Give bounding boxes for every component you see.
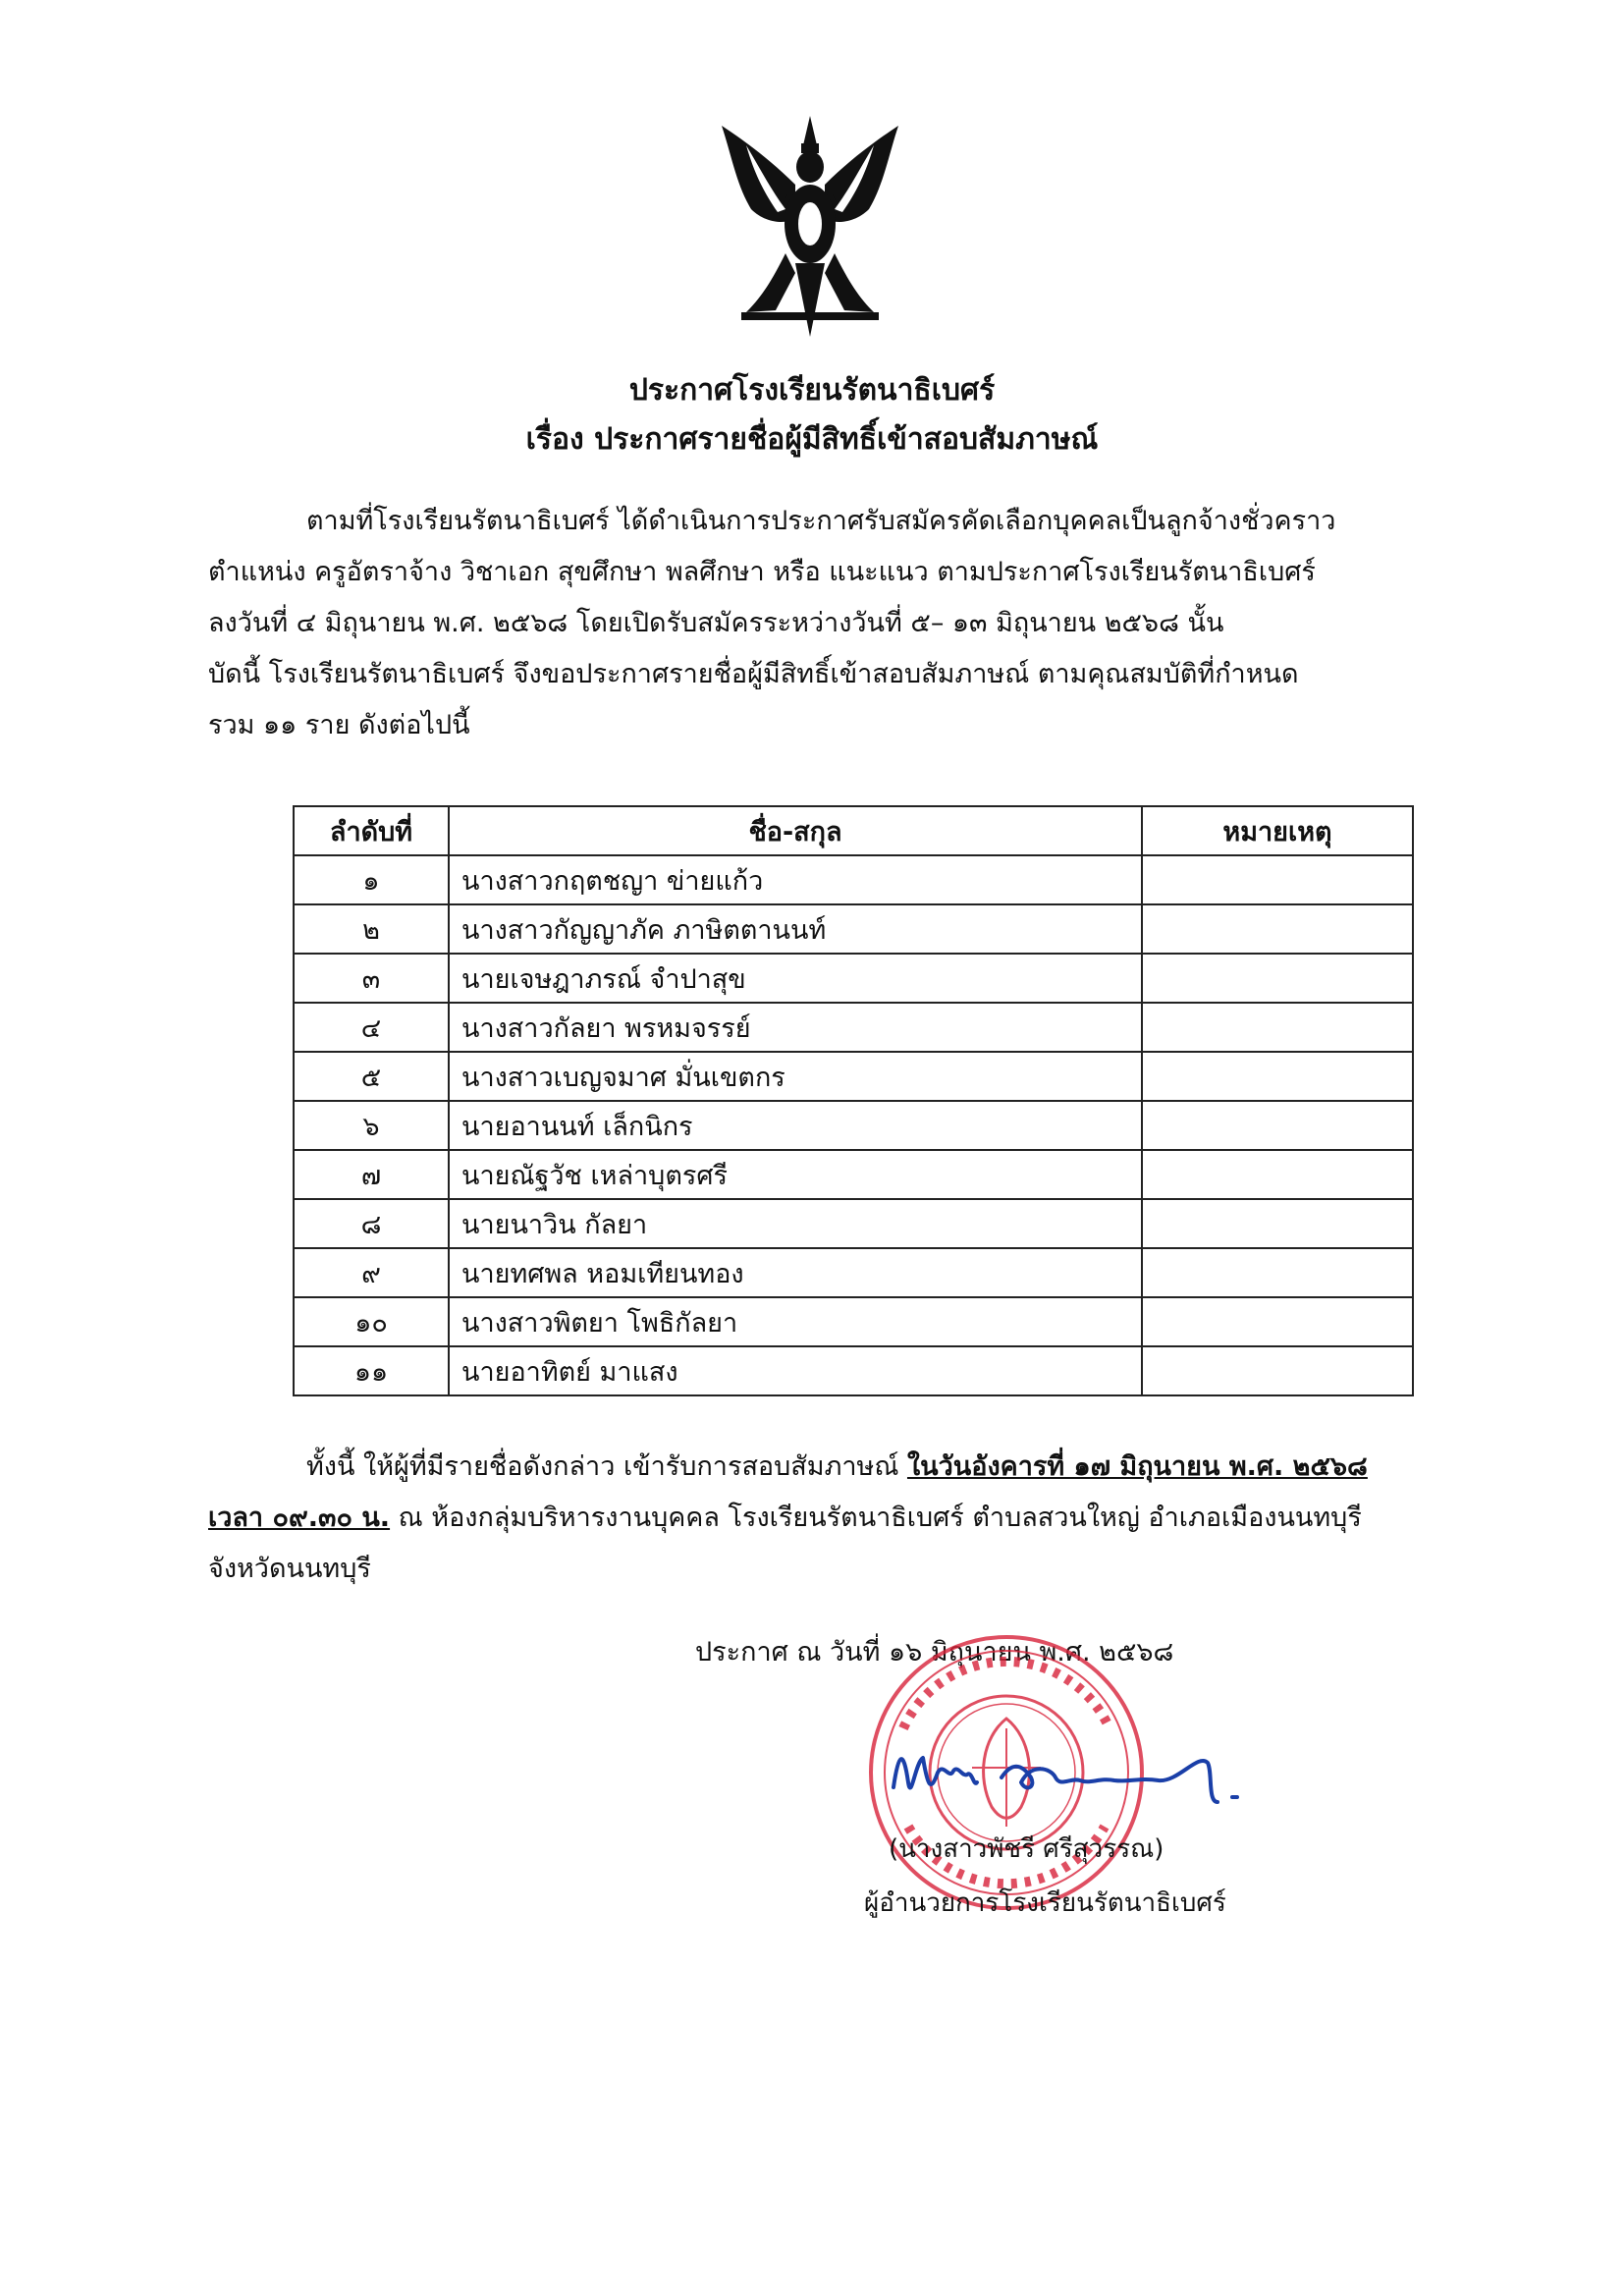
- signature-icon: [884, 1733, 1247, 1822]
- table-row: [294, 855, 1413, 904]
- cell-order: ๙: [294, 1248, 449, 1297]
- table-row: [294, 1346, 1413, 1395]
- cell-note: [1142, 1248, 1413, 1297]
- table-row: [294, 1199, 1413, 1248]
- document-title: ประกาศโรงเรียนรัตนาธิเบศร์: [628, 373, 996, 408]
- cell-note: [1142, 954, 1413, 1003]
- document-subject: เรื่อง ประกาศรายชื่อผู้มีสิทธิ์เข้าสอบสัมภาษณ์: [525, 422, 1099, 457]
- cell-note: [1142, 855, 1413, 904]
- table-row: [294, 1101, 1413, 1150]
- cell-note: [1142, 1150, 1413, 1199]
- cell-note: [1142, 1346, 1413, 1395]
- cell-name: นางสาวกฤตชญา ข่ายแก้ว: [449, 855, 1142, 904]
- cell-order: ๑: [294, 855, 449, 904]
- garuda-emblem-icon: [717, 116, 903, 342]
- signatory-name: (นางสาวพัชรี ศรีสุวรรณ): [889, 1834, 1164, 1864]
- column-header-name: ชื่อ-สกุล: [449, 806, 1142, 855]
- cell-note: [1142, 904, 1413, 954]
- announce-date: ประกาศ ณ วันที่ ๑๖ มิถุนายน พ.ศ. ๒๕๖๘: [695, 1637, 1174, 1667]
- cell-order: ๑๐: [294, 1297, 449, 1346]
- column-header-note: หมายเหตุ: [1142, 806, 1413, 855]
- cell-note: [1142, 1101, 1413, 1150]
- interview-date: ในวันอังคารที่ ๑๗ มิถุนายน พ.ศ. ๒๕๖๘: [906, 1451, 1368, 1482]
- cell-note: [1142, 1297, 1413, 1346]
- intro-line: ตำแหน่ง ครูอัตราจ้าง วิชาเอก สุขศึกษา พลศึกษา หรือ แนะแนว ตามประกาศโรงเรียนรัตนาธิเบศร์: [208, 557, 1316, 587]
- signatory-position: ผู้อำนวยการโรงเรียนรัตนาธิเบศร์: [864, 1888, 1226, 1918]
- intro-line: ลงวันที่ ๔ มิถุนายน พ.ศ. ๒๕๖๘ โดยเปิดรับสมัครระหว่างวันที่ ๕– ๑๓ มิถุนายน ๒๕๖๘ นั้น: [208, 608, 1224, 638]
- closing-line: จังหวัดนนทบุรี: [208, 1554, 371, 1584]
- table-row: [294, 1150, 1413, 1199]
- cell-name: นางสาวพิตยา โพธิกัลยา: [449, 1297, 1142, 1346]
- cell-order: ๒: [294, 904, 449, 954]
- table-row: [294, 954, 1413, 1003]
- cell-name: นายนาวิน กัลยา: [449, 1199, 1142, 1248]
- cell-note: [1142, 1199, 1413, 1248]
- cell-order: ๑๑: [294, 1346, 449, 1395]
- cell-name: นางสาวเบญจมาศ มั่นเขตกร: [449, 1052, 1142, 1101]
- intro-line: บัดนี้ โรงเรียนรัตนาธิเบศร์ จึงขอประกาศรายชื่อผู้มีสิทธิ์เข้าสอบสัมภาษณ์ ตามคุณสมบัติที่กำหนด: [208, 659, 1299, 689]
- cell-order: ๖: [294, 1101, 449, 1150]
- table-row: [294, 1052, 1413, 1101]
- cell-order: ๕: [294, 1052, 449, 1101]
- cell-name: นายณัฐวัช เหล่าบุตรศรี: [449, 1150, 1142, 1199]
- cell-name: นายอานนท์ เล็กนิกร: [449, 1101, 1142, 1150]
- table-header-row: [294, 806, 1413, 855]
- table-row: [294, 1003, 1413, 1052]
- cell-note: [1142, 1052, 1413, 1101]
- cell-order: ๓: [294, 954, 449, 1003]
- table-row: [294, 904, 1413, 954]
- intro-paragraph: [208, 496, 1437, 751]
- cell-order: ๘: [294, 1199, 449, 1248]
- column-header-order: ลำดับที่: [294, 806, 449, 855]
- table-row: [294, 1248, 1413, 1297]
- closing-paragraph: [208, 1442, 1437, 1595]
- cell-name: นางสาวกัลยา พรหมจรรย์: [449, 1003, 1142, 1052]
- cell-name: นายเจษฎาภรณ์ จำปาสุข: [449, 954, 1142, 1003]
- cell-order: ๔: [294, 1003, 449, 1052]
- cell-order: ๗: [294, 1150, 449, 1199]
- cell-name: นายทศพล หอมเทียนทอง: [449, 1248, 1142, 1297]
- closing-line: [208, 1442, 1437, 1493]
- candidate-table: [293, 805, 1414, 1396]
- table-row: [294, 1297, 1413, 1346]
- closing-line: [208, 1493, 1437, 1544]
- cell-name: นายอาทิตย์ มาแสง: [449, 1346, 1142, 1395]
- cell-name: นางสาวกัญญาภัค ภาษิตตานนท์: [449, 904, 1142, 954]
- interview-time: เวลา ๐๙.๓๐ น.: [208, 1503, 391, 1533]
- cell-note: [1142, 1003, 1413, 1052]
- intro-line: ตามที่โรงเรียนรัตนาธิเบศร์ ได้ดำเนินการประกาศรับสมัครคัดเลือกบุคคลเป็นลูกจ้างชั่วคราว: [306, 506, 1336, 536]
- closing-text: ณ ห้องกลุ่มบริหารงานบุคคล โรงเรียนรัตนาธิเบศร์ ตำบลสวนใหญ่ อำเภอเมืองนนทบุรี: [390, 1503, 1362, 1533]
- closing-text: ทั้งนี้ ให้ผู้ที่มีรายชื่อดังกล่าว เข้ารับการสอบสัมภาษณ์: [306, 1451, 907, 1482]
- intro-line: รวม ๑๑ ราย ดังต่อไปนี้: [208, 710, 470, 740]
